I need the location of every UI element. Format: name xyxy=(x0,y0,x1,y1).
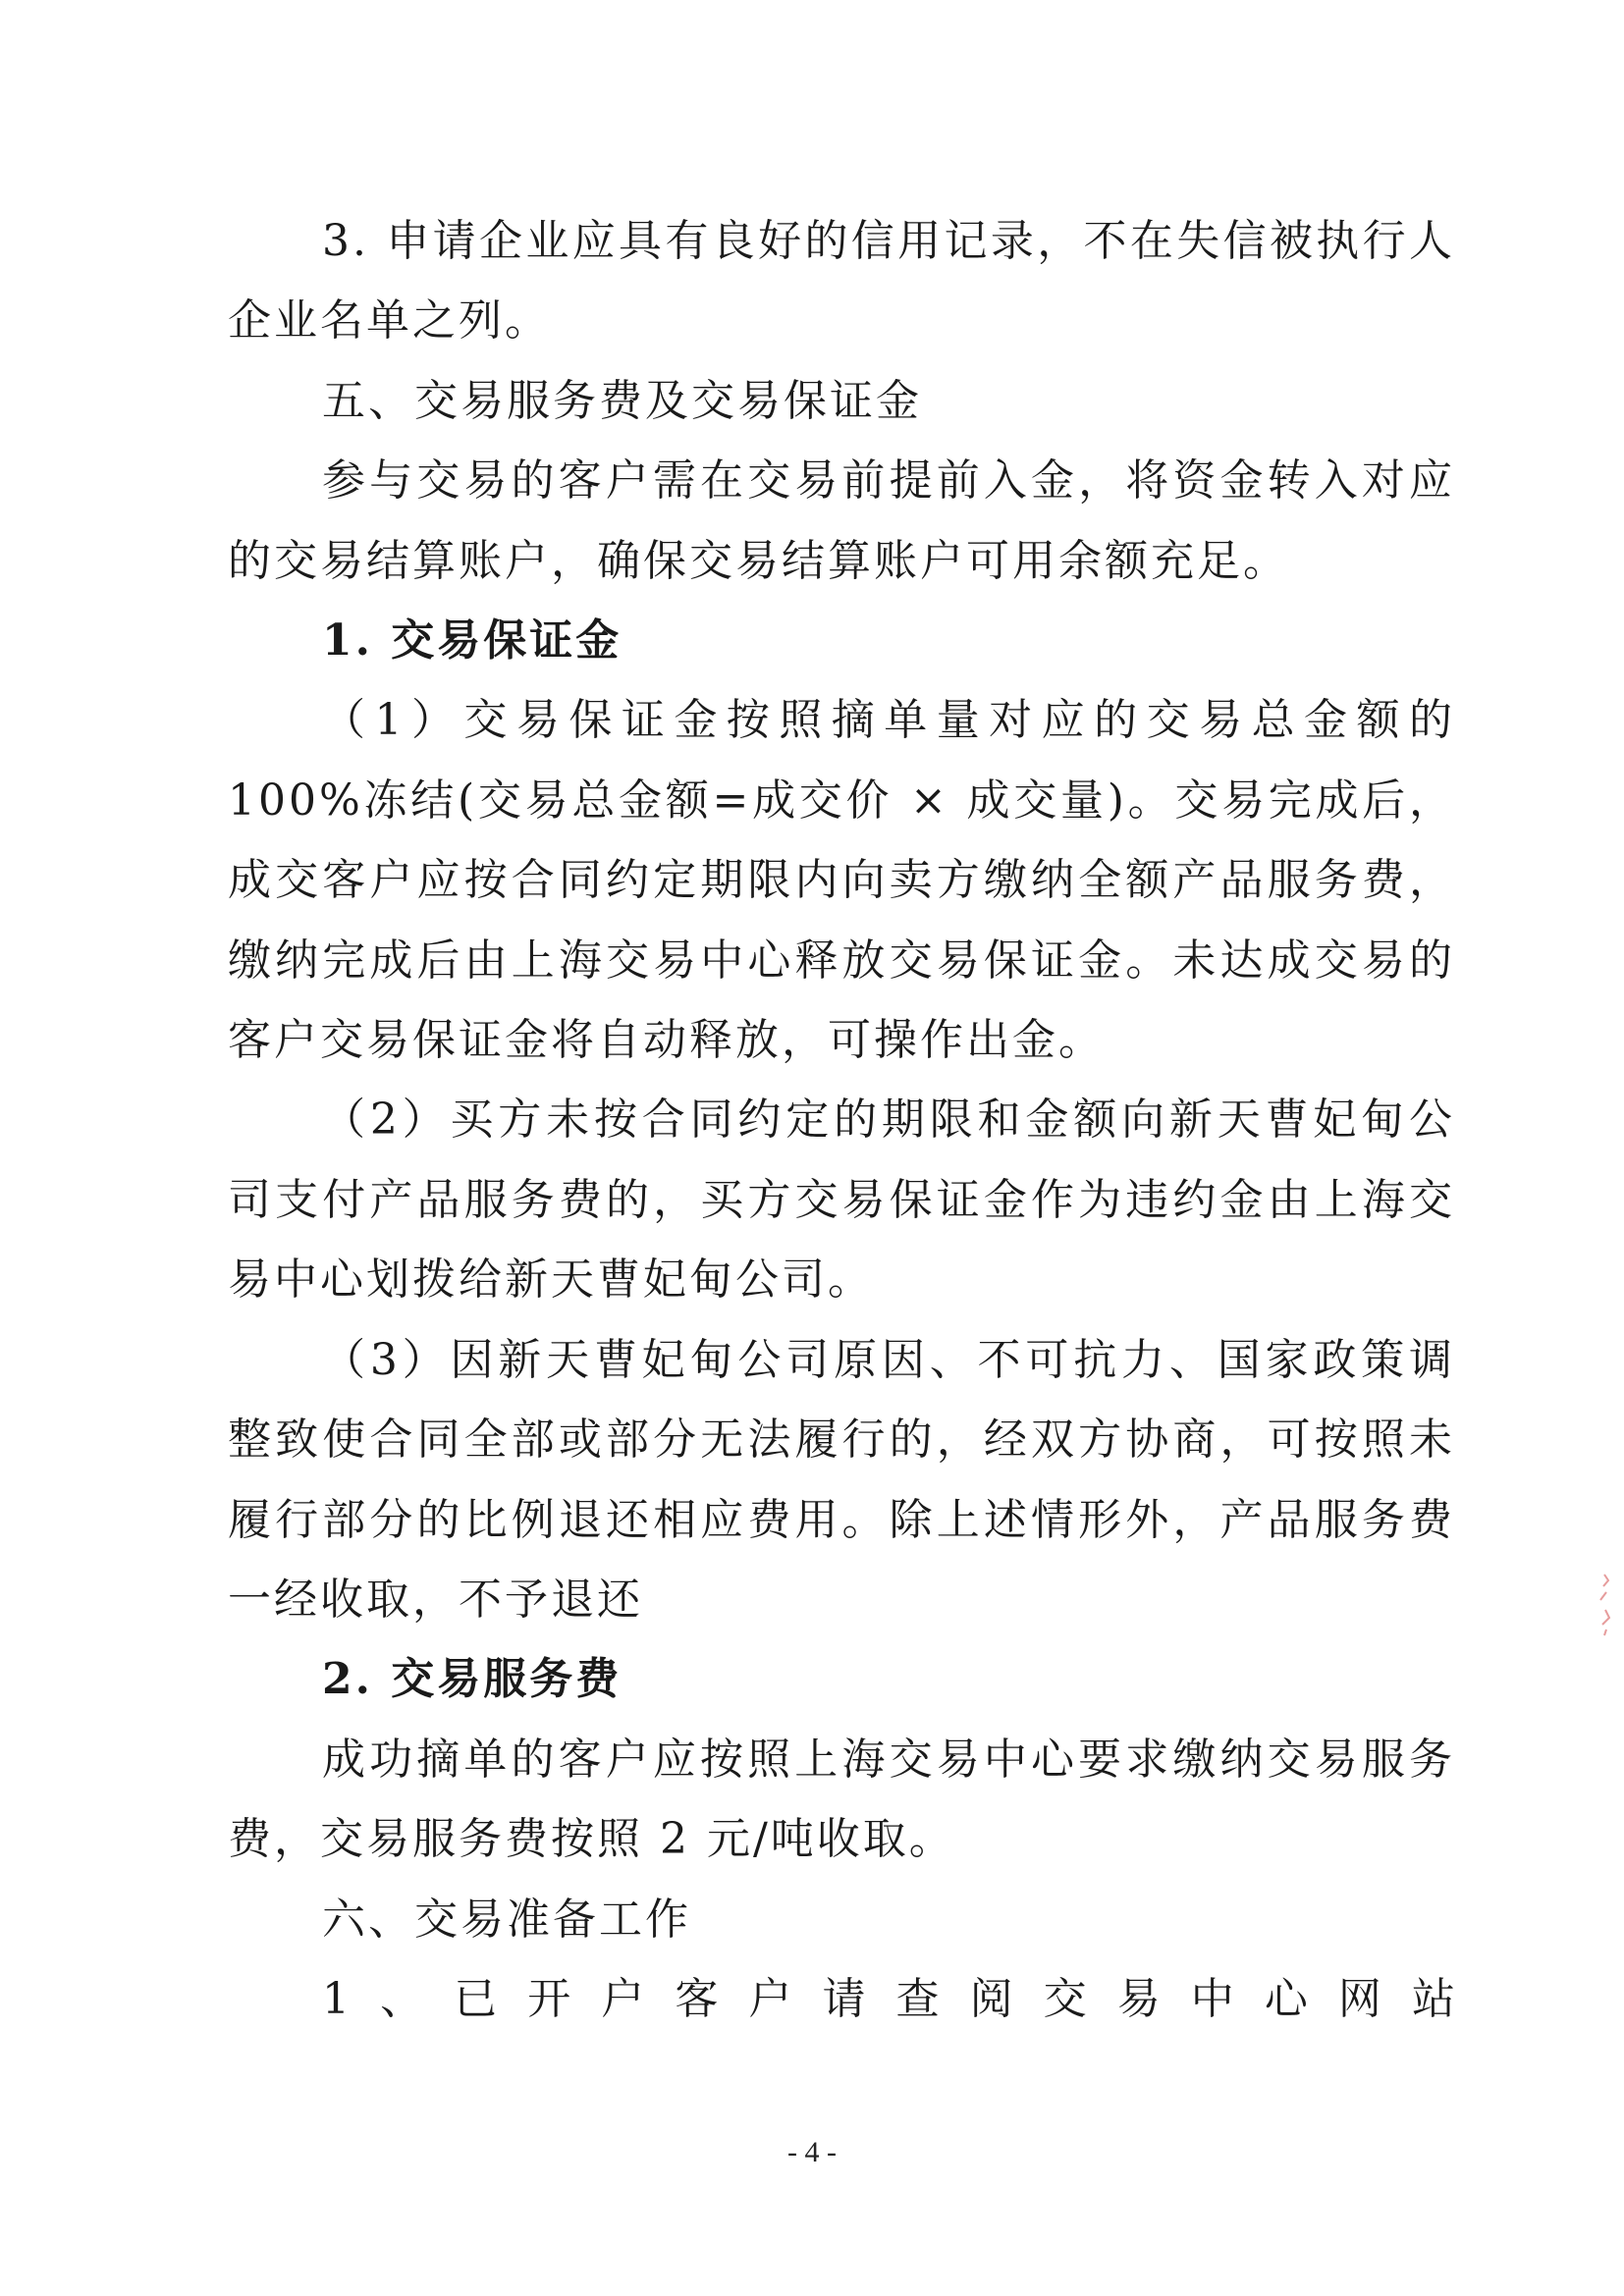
spread-char: 心 xyxy=(1264,1973,1308,2024)
spread-char: 客 xyxy=(675,1973,719,2024)
spread-char: 网 xyxy=(1337,1973,1381,2024)
spread-char: 已 xyxy=(454,1973,498,2024)
paragraph-preparation-1 xyxy=(228,1959,1455,2039)
subheading-service-fee: 2. 交易服务费 xyxy=(322,1654,623,1705)
spread-char: 中 xyxy=(1190,1973,1234,2024)
spread-char: 户 xyxy=(748,1973,792,2024)
page-number: - 4 - xyxy=(787,2136,837,2168)
paragraph-margin-2: （2）买方未按合同约定的期限和金额向新天曹妃甸公司支付产品服务费的，买方交易保证金作为违约金由上海交易中心划拨给新天曹妃甸公司。 xyxy=(228,1095,1455,1306)
spread-char: 、 xyxy=(380,1973,424,2024)
spread-char: 交 xyxy=(1043,1973,1087,2024)
spread-char: 阅 xyxy=(969,1973,1013,2024)
paragraph-margin-1: （1）交易保证金按照摘单量对应的交易总金额的 100%冻结(交易总金额=成交价 × 成交量)。交易完成后，成交客户应按合同约定期限内向卖方缴纳全额产品服务费，缴纳完成后由上海交易中心释放交易保证金。未达成交易的客户交易保证金将自动释放，可操作出金。 xyxy=(228,695,1472,1066)
spread-char: 易 xyxy=(1116,1973,1161,2024)
spread-char: 站 xyxy=(1411,1973,1455,2024)
seal-fragment-icon xyxy=(1595,1571,1612,1639)
spread-char: 1 xyxy=(322,1973,350,2024)
spread-char: 请 xyxy=(822,1973,866,2024)
spread-char: 开 xyxy=(527,1973,571,2024)
spread-char: 户 xyxy=(601,1973,645,2024)
paragraph-margin-3: （3）因新天曹妃甸公司原因、不可抗力、国家政策调整致使合同全部或部分无法履行的，经双方协商，可按照未履行部分的比例退还相应费用。除上述情形外，产品服务费一经收取，不予退还 xyxy=(228,1334,1455,1625)
paragraph-credit-record: 3. 申请企业应具有良好的信用记录，不在失信被执行人企业名单之列。 xyxy=(228,216,1455,347)
paragraph-deposit: 参与交易的客户需在交易前提前入金，将资金转入对应的交易结算账户，确保交易结算账户可用余额充足。 xyxy=(228,455,1455,586)
spread-char: 查 xyxy=(895,1973,940,2024)
document-body xyxy=(228,201,1472,2039)
paragraph-service-fee: 成功摘单的客户应按照上海交易中心要求缴纳交易服务费，交易服务费按照 2 元/吨收取。 xyxy=(228,1734,1455,1865)
section-heading-fees: 五、交易服务费及交易保证金 xyxy=(322,375,922,426)
section-heading-preparation: 六、交易准备工作 xyxy=(322,1894,691,1945)
subheading-margin: 1. 交易保证金 xyxy=(322,615,623,667)
